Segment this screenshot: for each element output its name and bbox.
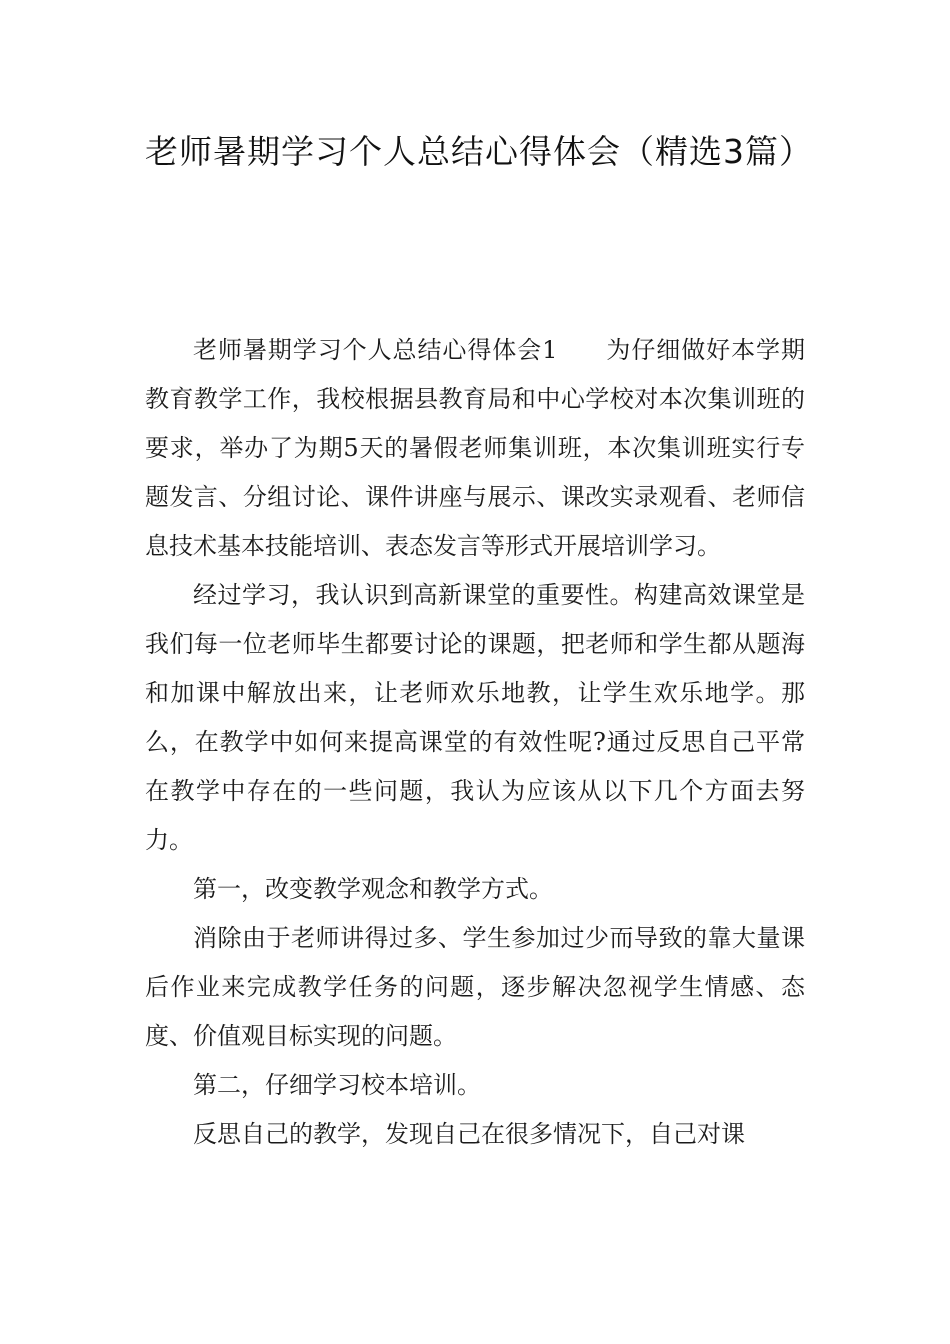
document-title: 老师暑期学习个人总结心得体会（精选3篇） <box>145 132 813 171</box>
document-body <box>145 326 805 1159</box>
paragraph: 消除由于老师讲得过多、学生参加过少而导致的靠大量课后作业来完成教学任务的问题，逐步解决忽视学生情感、态度、价值观目标实现的问题。 <box>145 924 805 1050</box>
section-heading: 老师暑期学习个人总结心得体会1 <box>193 336 558 364</box>
paragraph: 经过学习，我认识到高新课堂的重要性。构建高效课堂是我们每一位老师毕生都要讨论的课题，把老师和学生都从题海和加课中解放出来，让老师欢乐地教，让学生欢乐地学。那么，在教学中如何来提高课堂的有效性呢?通过反思自己平常在教学中存在的一些问题，我认为应该从以下几个方面去努力。 <box>145 581 805 854</box>
paragraph-text: 为仔细做好本学期教育教学工作，我校根据县教育局和中心学校对本次集训班的要求，举办了为期5天的暑假老师集训班，本次集训班实行专题发言、分组讨论、课件讲座与展示、课改实录观看、老师信息技术基本技能培训、表态发言等形式开展培训学习。 <box>145 336 805 560</box>
paragraph: 第一，改变教学观念和教学方式。 <box>193 875 553 903</box>
paragraph-intro <box>145 326 805 571</box>
paragraph: 反思自己的教学，发现自己在很多情况下，自己对课 <box>193 1120 745 1148</box>
paragraph: 第二，仔细学习校本培训。 <box>193 1071 481 1099</box>
